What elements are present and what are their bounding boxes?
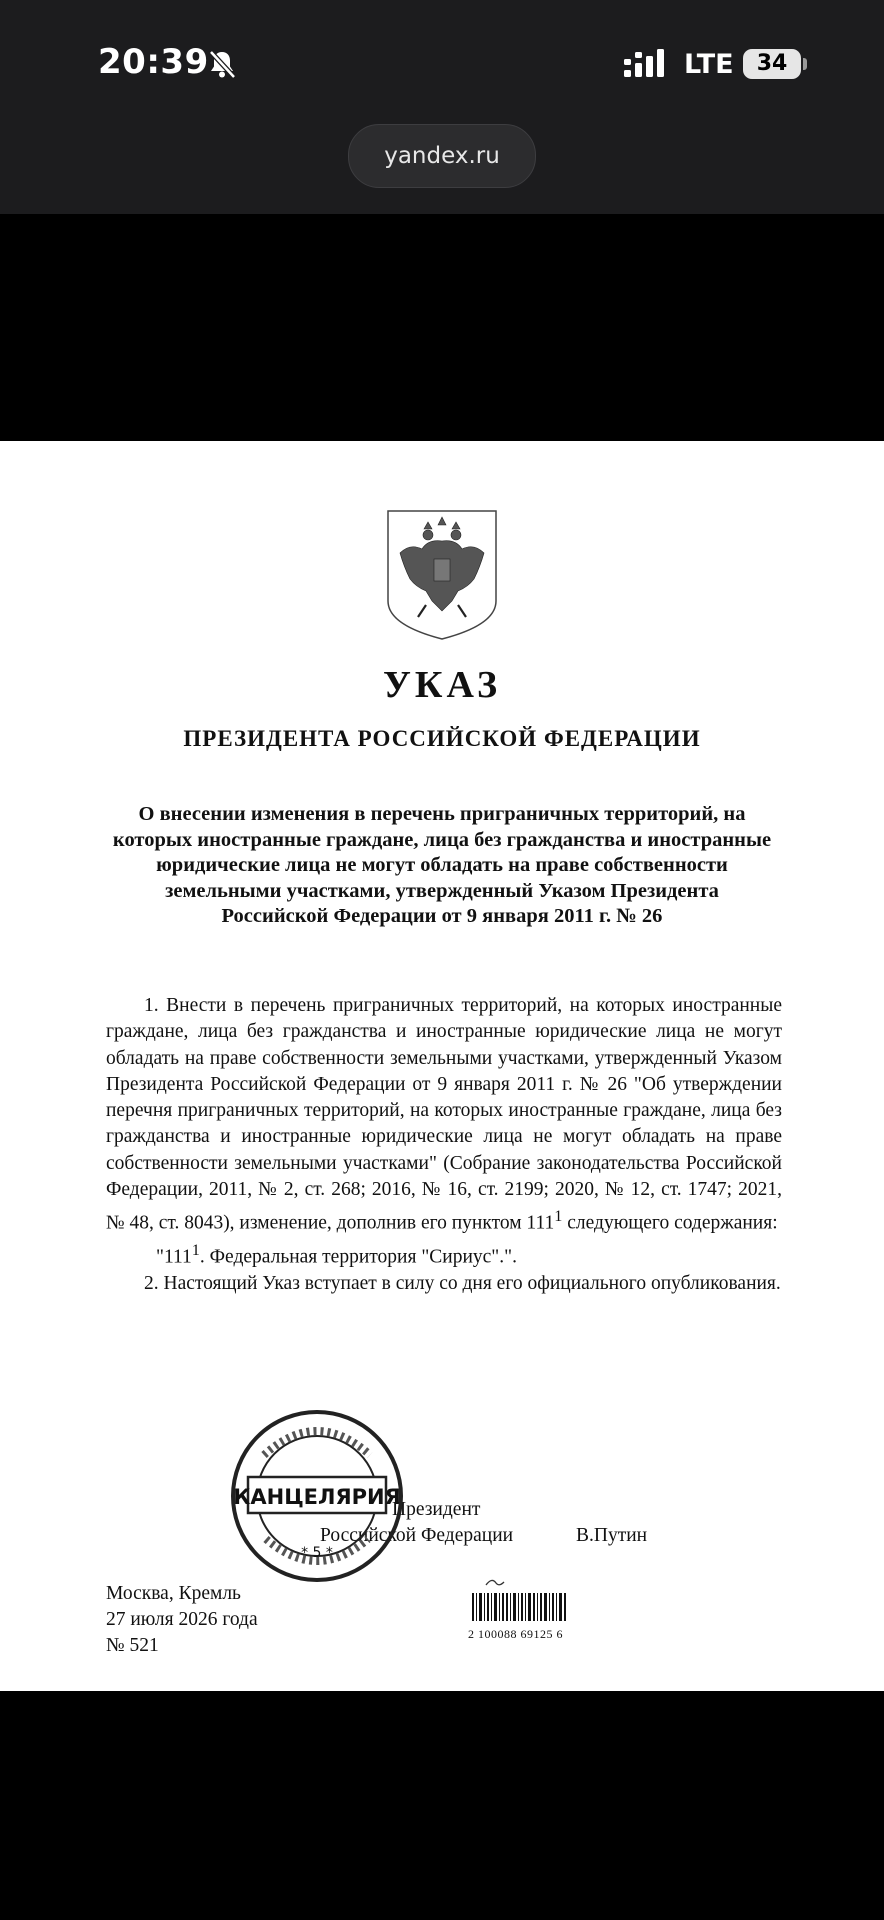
document-subtitle: ПРЕЗИДЕНТА РОССИЙСКОЙ ФЕДЕРАЦИИ — [183, 726, 701, 751]
signature-name: В.Путин — [576, 1525, 648, 1546]
office-stamp-seal — [228, 1407, 406, 1585]
place-date-block — [106, 1581, 258, 1659]
network-type: LTE — [684, 49, 734, 80]
paragraph-2-start: "111 — [156, 1246, 192, 1268]
decree-number: № 521 — [106, 1635, 159, 1656]
issue-date: 27 июля 2026 года — [106, 1609, 258, 1630]
paragraph-3: 2. Настоящий Указ вступает в силу со дня его официального опубликования. — [144, 1272, 781, 1294]
paragraph-2-tail: . Федеральная территория "Сириус".". — [199, 1246, 517, 1268]
svg-text:* 5 *: * 5 * — [301, 1545, 333, 1561]
paragraph-1 — [106, 993, 782, 1237]
place: Москва, Кремль — [106, 1583, 241, 1604]
document-page — [0, 441, 884, 1691]
signature-organization: Российской Федерации — [320, 1525, 514, 1546]
document-heading: О внесении изменения в перечень приграничных территорий, на которых иностранные граждане, лица без гражданства и иностранные юридические лица не могут обладать на праве собственности земельными участками, утвержденный Указом Президента Российской Федерации от 9 января 2011 г. № 26 — [112, 803, 772, 927]
document-title: УКАЗ — [383, 664, 501, 706]
clock: 20:39 — [98, 42, 209, 82]
address-bar[interactable]: yandex.ru — [348, 124, 536, 188]
paragraph-1-text: 1. Внести в перечень приграничных территорий, на которых иностранные граждане, лица без гражданства и иностранные юридические лица не могут обладать на праве собственности земельными участками, утвержденный Указом Президента Российской Федерации от 9 января 2011 г. № 26 "Об утверждении перечня приграничных территорий, на которых иностранные граждане, лица без гражданства и иностранные юридические лица не могут обладать на праве собственности земельными участками" (Собрание законодательства Российской Федерации, 2011, № 2, ст. 268; 2016, № 16, ст. 2199; 2020, № 12, ст. 1747; 2021, № 48, ст. 8043), изменение, дополнив его пунктом 111 — [106, 995, 782, 1234]
barcode-number: 2 100088 69125 6 — [468, 1627, 563, 1641]
paragraph-1-superscript: 1 — [554, 1207, 563, 1226]
stamp-label: КАНЦЕЛЯРИЯ — [233, 1485, 401, 1509]
paragraph-2 — [106, 1237, 782, 1271]
paragraph-1-tail: следующего содержания: — [562, 1212, 778, 1234]
bell-off-icon — [206, 48, 238, 80]
status-bar — [0, 0, 884, 214]
paragraph-2-superscript: 1 — [191, 1241, 200, 1260]
signature-title: Президент — [392, 1499, 481, 1520]
signal-strength-icon — [624, 49, 668, 81]
document-body — [106, 993, 782, 1297]
coat-of-arms-emblem — [386, 509, 498, 641]
battery-icon: 34 — [743, 49, 801, 79]
battery-tip — [803, 58, 807, 70]
